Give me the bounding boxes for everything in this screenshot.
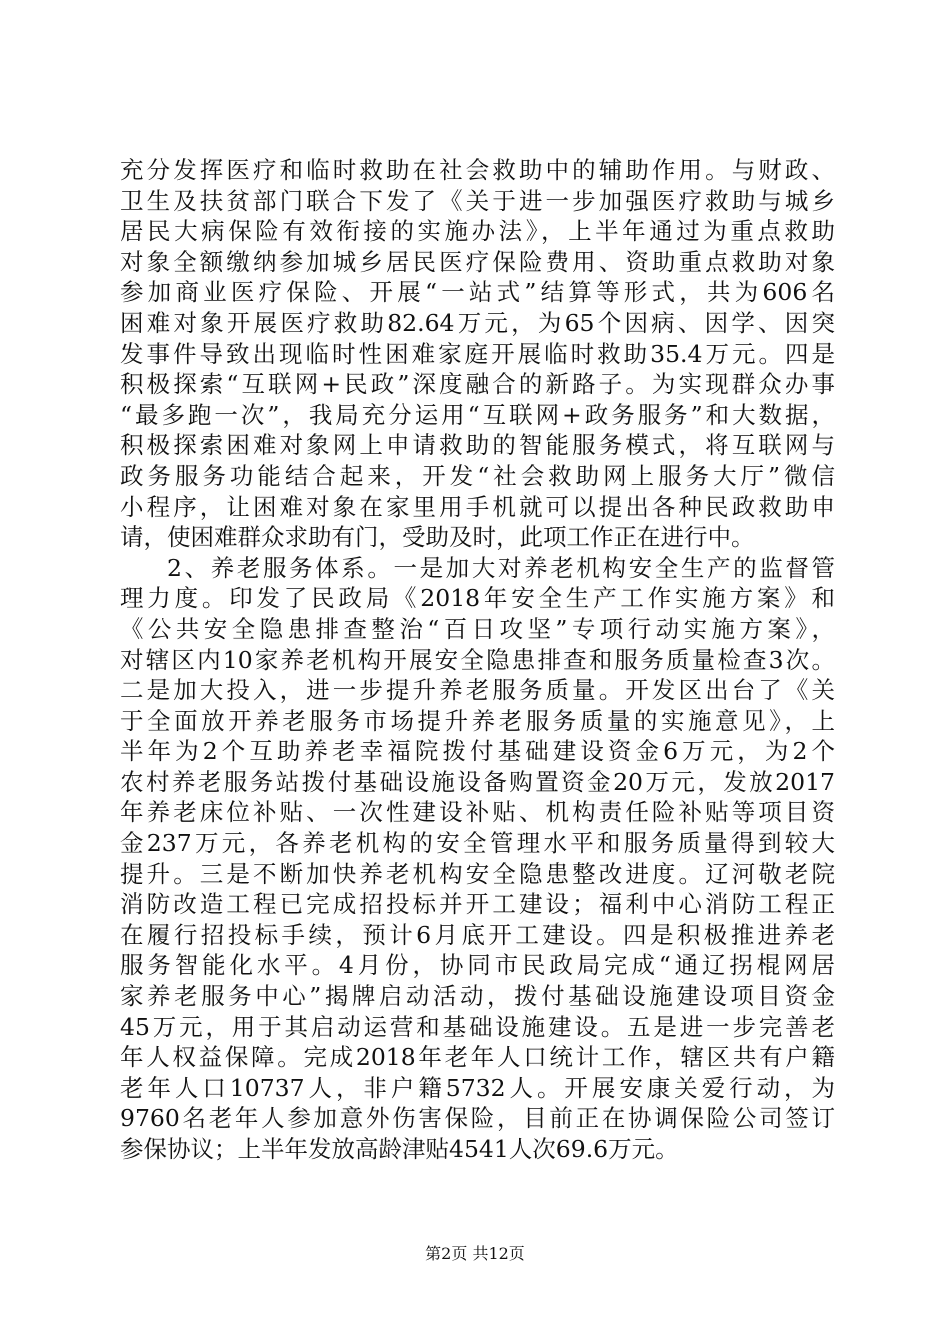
text-line: 年人权益保障。完成2018年老年人口统计工作，辖区共有户籍 — [120, 1043, 835, 1072]
text-line: 充分发挥医疗和临时救助在社会救助中的辅助作用。与财政、 — [120, 156, 835, 184]
text-line: 农村养老服务站拨付基础设施设备购置资金20万元，发放2017 — [120, 767, 835, 796]
page-number-footer: 第2页 共12页 — [425, 1244, 525, 1263]
text-line: 参保协议；上半年发放高龄津贴4541人次69.6万元。 — [120, 1135, 679, 1163]
text-line: 对辖区内10家养老机构开展安全隐患排查和服务质量检查3次。 — [120, 645, 835, 674]
text-line: 服务智能化水平。4月份，协同市民政局完成“通辽拐棍网居 — [120, 951, 835, 980]
text-line: 小程序，让困难对象在家里用手机就可以提出各种民政救助申 — [120, 492, 835, 521]
text-line: 于全面放开养老服务市场提升养老服务质量的实施意见》，上 — [120, 706, 835, 735]
text-line: 积极探索困难对象网上申请救助的智能服务模式，将互联网与 — [120, 431, 835, 460]
text-line: “最多跑一次”，我局充分运用“互联网+政务服务”和大数据， — [120, 400, 835, 429]
text-line: 年养老床位补贴、一次性建设补贴、机构责任险补贴等项目资 — [120, 798, 835, 827]
text-line: 45万元，用于其启动运营和基础设施建设。五是进一步完善老 — [120, 1012, 835, 1041]
text-line: 9760名老年人参加意外伤害保险，目前正在协调保险公司签订 — [120, 1104, 835, 1133]
text-line: 在履行招投标手续，预计6月底开工建设。四是积极推进养老 — [120, 920, 835, 949]
text-line: 困难对象开展医疗救助82.64万元，为65个因病、因学、因突 — [120, 308, 835, 337]
text-line: 对象全额缴纳参加城乡居民医疗保险费用、资助重点救助对象 — [120, 247, 835, 276]
text-line: 积极探索“互联网+民政”深度融合的新路子。为实现群众办事 — [120, 370, 835, 399]
text-line: 2、养老服务体系。一是加大对养老机构安全生产的监督管 — [167, 553, 835, 582]
text-line: 二是加大投入，进一步提升养老服务质量。开发区出台了《关 — [120, 676, 835, 705]
text-line: 卫生及扶贫部门联合下发了《关于进一步加强医疗救助与城乡 — [120, 186, 835, 215]
text-line: 居民大病保险有效衔接的实施办法》，上半年通过为重点救助 — [120, 217, 835, 246]
text-line: 提升。三是不断加快养老机构安全隐患整改进度。辽河敬老院 — [120, 859, 835, 888]
text-line: 理力度。印发了民政局《2018年安全生产工作实施方案》和 — [120, 584, 835, 613]
text-line: 金237万元，各养老机构的安全管理水平和服务质量得到较大 — [120, 829, 835, 858]
text-line: 家养老服务中心”揭牌启动活动，拨付基础设施建设项目资金 — [120, 982, 835, 1011]
text-line: 参加商业医疗保险、开展“一站式”结算等形式，共为606名 — [120, 278, 835, 307]
text-line: 政务服务功能结合起来，开发“社会救助网上服务大厅”微信 — [120, 461, 835, 490]
text-line: 请，使困难群众求助有门，受助及时，此项工作正在进行中。 — [120, 523, 755, 552]
text-line: 发事件导致出现临时性困难家庭开展临时救助35.4万元。四是 — [120, 339, 835, 368]
text-line: 半年为2个互助养老幸福院拨付基础建设资金6万元，为2个 — [120, 737, 835, 766]
text-line: 老年人口10737人，非户籍5732人。开展安康关爱行动，为 — [120, 1073, 835, 1102]
text-line: 《公共安全隐患排查整治“百日攻坚”专项行动实施方案》， — [120, 614, 835, 643]
body-text — [120, 155, 835, 1165]
text-line: 消防改造工程已完成招投标并开工建设；福利中心消防工程正 — [120, 890, 835, 919]
